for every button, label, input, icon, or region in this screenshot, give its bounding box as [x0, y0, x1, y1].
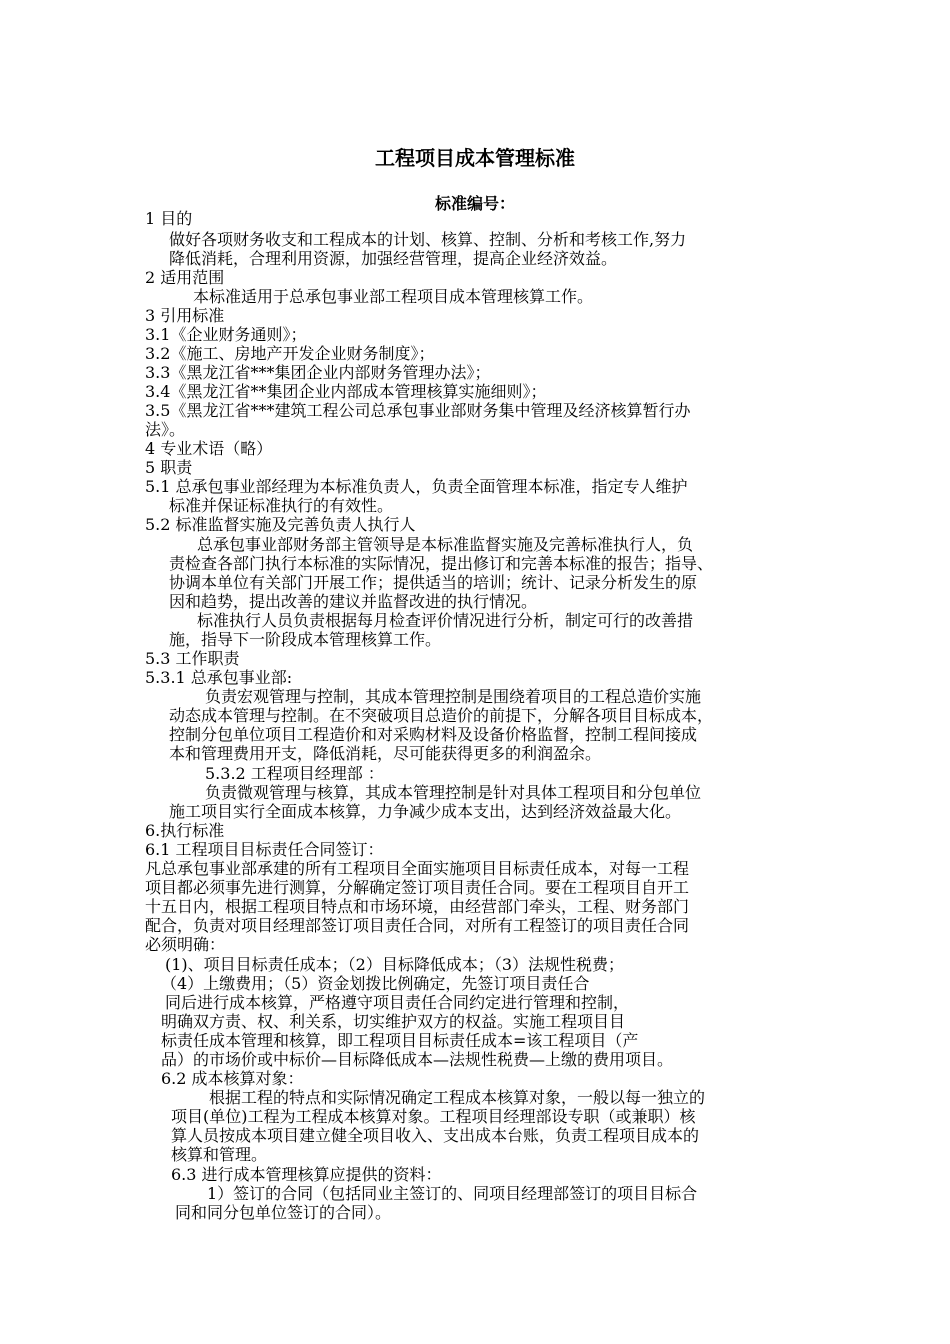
body-line: 标责任成本管理和核算，即工程项目目标责任成本=该工程项目（产	[161, 1031, 639, 1050]
body-line: 责检查各部门执行本标准的实际情况，提出修订和完善本标准的报告；指导、	[169, 554, 714, 573]
body-line: 十五日内，根据工程项目特点和市场环境，由经营部门牵头，工程、财务部门	[145, 897, 690, 916]
body-line: 核算和管理。	[171, 1145, 268, 1164]
section-3-heading: 3 引用标准	[145, 306, 225, 325]
reference-item: 3.4《黑龙江省**集团企业内部成本管理核算实施细则》；	[145, 382, 547, 401]
body-line: 负责微观管理与核算，其成本管理控制是针对具体工程项目和分包单位	[205, 783, 702, 802]
body-line: 品）的市场价或中标价—目标降低成本—法规性税费—上缴的费用项目。	[161, 1050, 674, 1069]
body-line: 项目(单位)工程为工程成本核算对象。工程项目经理部设专职（或兼职）核	[171, 1107, 696, 1126]
body-line: 施工项目实行全面成本核算，力争减少成本支出，达到经济效益最大化。	[169, 802, 682, 821]
body-line: 凡总承包事业部承建的所有工程项目全面实施项目目标责任成本，对每一工程	[145, 859, 690, 878]
body-line: 算人员按成本项目建立健全项目收入、支出成本台账，负责工程项目成本的	[171, 1126, 700, 1145]
reference-item-cont: 法》。	[145, 420, 186, 439]
subsection-heading: 5.2 标准监督实施及完善负责人执行人	[145, 515, 416, 534]
reference-item: 3.5《黑龙江省***建筑工程公司总承包事业部财务集中管理及经济核算暂行办	[145, 401, 691, 420]
reference-item: 3.3《黑龙江省***集团企业内部财务管理办法》；	[145, 363, 491, 382]
body-line: 动态成本管理与控制。在不突破项目总造价的前提下，分解各项目目标成本，	[169, 706, 714, 725]
body-line: 负责宏观管理与控制，其成本管理控制是围绕着项目的工程总造价实施	[205, 687, 702, 706]
body-line: 因和趋势，提出改善的建议并监督改进的执行情况。	[169, 592, 538, 611]
body-line: 标准并保证标准执行的有效性。	[169, 496, 394, 515]
subsection-heading: 6.2 成本核算对象：	[161, 1069, 304, 1088]
body-line: 必须明确：	[145, 935, 226, 954]
body-line: 项目都必须事先进行测算，分解确定签订项目责任合同。要在工程项目自开工	[145, 878, 690, 897]
section-4-heading: 4 专业术语（略）	[145, 439, 273, 458]
reference-item: 3.2《施工、房地产开发企业财务制度》；	[145, 344, 435, 363]
standard-number-label: 标准编号：	[434, 194, 515, 213]
body-line: 总承包事业部财务部主管领导是本标准监督实施及完善标准执行人，负	[197, 535, 694, 554]
body-line: 控制分包单位项目工程造价和对采购材料及设备价格监督，控制工程间接成	[169, 725, 698, 744]
subsection-heading: 5.3.1 总承包事业部:	[145, 668, 293, 687]
subsection-heading: 6.1 工程项目目标责任合同签订：	[145, 840, 384, 859]
section-6-heading: 6.执行标准	[145, 821, 225, 840]
document-title: 工程项目成本管理标准	[375, 146, 575, 170]
section-2-heading: 2 适用范围	[145, 268, 225, 287]
body-line: (1)、项目目标责任成本；（2）目标降低成本；（3）法规性税费；	[165, 955, 625, 974]
body-line: 本和管理费用开支，降低消耗，尽可能获得更多的利润盈余。	[169, 744, 602, 763]
subsection-heading: 6.3 进行成本管理核算应提供的资料：	[171, 1165, 442, 1184]
body-line: 配合，负责对项目经理部签订项目责任合同，对所有工程签订的项目责任合同	[145, 916, 690, 935]
body-line: 根据工程的特点和实际情况确定工程成本核算对象，一般以每一独立的	[209, 1088, 706, 1107]
body-line: 降低消耗，合理利用资源，加强经营管理，提高企业经济效益。	[169, 249, 618, 268]
body-line: （4）上缴费用；（5）资金划拨比例确定，先签订项目责任合	[161, 974, 590, 993]
section-1-heading: 1 目的	[145, 209, 193, 228]
subsection-heading: 5.3 工作职责	[145, 649, 240, 668]
body-line: 1）签订的合同（包括同业主签订的、同项目经理部签订的项目目标合	[207, 1184, 698, 1203]
body-line: 做好各项财务收支和工程成本的计划、核算、控制、分析和考核工作,努力	[169, 230, 687, 249]
body-line: 施，指导下一阶段成本管理核算工作。	[169, 630, 442, 649]
body-line: 5.1 总承包事业部经理为本标准负责人，负责全面管理本标准，指定专人维护	[145, 477, 688, 496]
body-line: 明确双方责、权、利关系，切实维护双方的权益。实施工程项目目	[161, 1012, 626, 1031]
body-line: 标准执行人员负责根据每月检查评价情况进行分析，制定可行的改善措	[197, 611, 694, 630]
body-line: 同后进行成本核算，严格遵守项目责任合同约定进行管理和控制，	[165, 993, 630, 1012]
reference-item: 3.1《企业财务通则》；	[145, 325, 307, 344]
body-line: 本标准适用于总承包事业部工程项目成本管理核算工作。	[193, 287, 594, 306]
section-5-heading: 5 职责	[145, 458, 193, 477]
body-line: 同和同分包单位签订的合同）。	[175, 1203, 392, 1222]
body-line: 协调本单位有关部门开展工作；提供适当的培训；统计、记录分析发生的原	[169, 573, 698, 592]
subsection-heading: 5.3.2 工程项目经理部 ：	[205, 764, 384, 783]
